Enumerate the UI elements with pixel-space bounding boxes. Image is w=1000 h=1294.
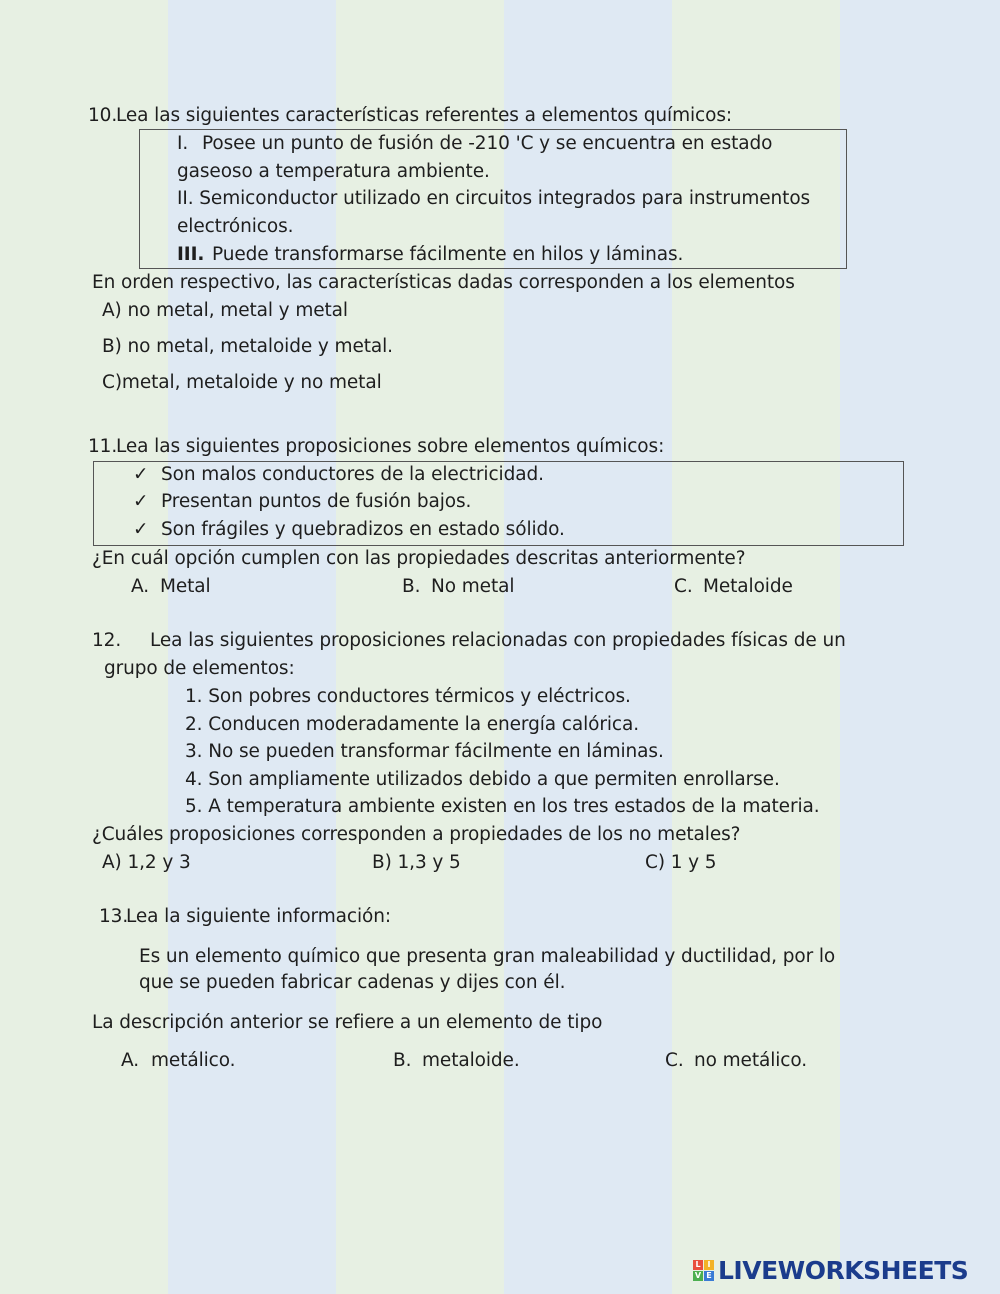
item-marker: I.	[177, 133, 189, 154]
logo-mark-letter: I	[704, 1260, 714, 1270]
question-prompt: Lea las siguientes proposiciones sobre elementos químicos:	[116, 436, 665, 457]
answer-option-b[interactable]: No metal	[431, 576, 515, 597]
logo-text: LIVEWORKSHEETS	[718, 1255, 969, 1285]
answer-option-a[interactable]: A) no metal, metal y metal	[102, 300, 348, 321]
answer-option-b[interactable]: B) no metal, metaloide y metal.	[102, 336, 393, 357]
question-number: 13.	[99, 906, 129, 927]
answer-option-c[interactable]: C)metal, metaloide y no metal	[102, 372, 382, 393]
proposition-item: 1. Son pobres conductores térmicos y eléctricos.	[185, 686, 631, 707]
answer-option-a[interactable]: A) 1,2 y 3	[102, 852, 191, 873]
option-letter: B.	[402, 576, 421, 597]
question-prompt: grupo de elementos:	[104, 658, 295, 679]
question-number: 10.	[88, 105, 118, 126]
question-text: ¿Cuáles proposiciones corresponden a propiedades de los no metales?	[92, 824, 741, 845]
proposition-item: 2. Conducen moderadamente la energía calórica.	[185, 714, 639, 735]
question-number: 12.	[92, 630, 122, 651]
checkmark-icon: ✓	[133, 519, 149, 540]
question-number: 11.	[88, 436, 118, 457]
answer-option-b[interactable]: B) 1,3 y 5	[372, 852, 461, 873]
checkmark-icon: ✓	[133, 491, 149, 512]
answer-option-a[interactable]: metálico.	[151, 1050, 236, 1071]
logo-mark-icon	[693, 1260, 714, 1281]
answer-option-b[interactable]: metaloide.	[422, 1050, 520, 1071]
answer-option-c[interactable]: no metálico.	[694, 1050, 808, 1071]
proposition-item: 5. A temperatura ambiente existen en los tres estados de la materia.	[185, 796, 820, 817]
question-prompt: Lea la siguiente información:	[126, 906, 391, 927]
answer-option-c[interactable]: C) 1 y 5	[645, 852, 717, 873]
characteristic-item: electrónicos.	[177, 216, 294, 237]
question-text: ¿En cuál opción cumplen con las propiedades descritas anteriormente?	[92, 548, 746, 569]
liveworksheets-logo	[693, 1255, 968, 1285]
option-letter: C.	[674, 576, 693, 597]
answer-option-a[interactable]: Metal	[160, 576, 211, 597]
answer-option-c[interactable]: Metaloide	[703, 576, 793, 597]
proposition-item: 3. No se pueden transformar fácilmente en láminas.	[185, 741, 664, 762]
proposition-item: Son malos conductores de la electricidad.	[161, 464, 544, 485]
question-prompt: Lea las siguientes proposiciones relacionadas con propiedades físicas de un	[150, 630, 846, 651]
proposition-item: Son frágiles y quebradizos en estado sólido.	[161, 519, 565, 540]
item-marker: III.	[177, 244, 205, 265]
option-letter: C.	[665, 1050, 684, 1071]
logo-mark-letter: E	[704, 1271, 714, 1281]
characteristic-item: gaseoso a temperatura ambiente.	[177, 161, 490, 182]
characteristic-item: Puede transformarse fácilmente en hilos y láminas.	[212, 244, 684, 265]
logo-mark-letter: V	[694, 1271, 702, 1280]
question-prompt: Lea las siguientes características referentes a elementos químicos:	[116, 105, 732, 126]
info-text: que se pueden fabricar cadenas y dijes con él.	[139, 972, 566, 993]
option-letter: A.	[121, 1050, 140, 1071]
option-letter: A.	[131, 576, 150, 597]
info-text: Es un elemento químico que presenta gran maleabilidad y ductilidad, por lo	[139, 946, 836, 967]
question-text: La descripción anterior se refiere a un elemento de tipo	[92, 1012, 603, 1033]
option-letter: B.	[393, 1050, 412, 1071]
checkmark-icon: ✓	[133, 464, 149, 485]
logo-mark-letter: L	[693, 1260, 703, 1270]
proposition-item: Presentan puntos de fusión bajos.	[161, 491, 472, 512]
proposition-item: 4. Son ampliamente utilizados debido a que permiten enrollarse.	[185, 769, 780, 790]
question-text: En orden respectivo, las características dadas corresponden a los elementos	[92, 272, 795, 293]
characteristic-item: II. Semiconductor utilizado en circuitos integrados para instrumentos	[177, 188, 811, 209]
characteristic-item: Posee un punto de fusión de -210 'C y se encuentra en estado	[202, 133, 773, 154]
